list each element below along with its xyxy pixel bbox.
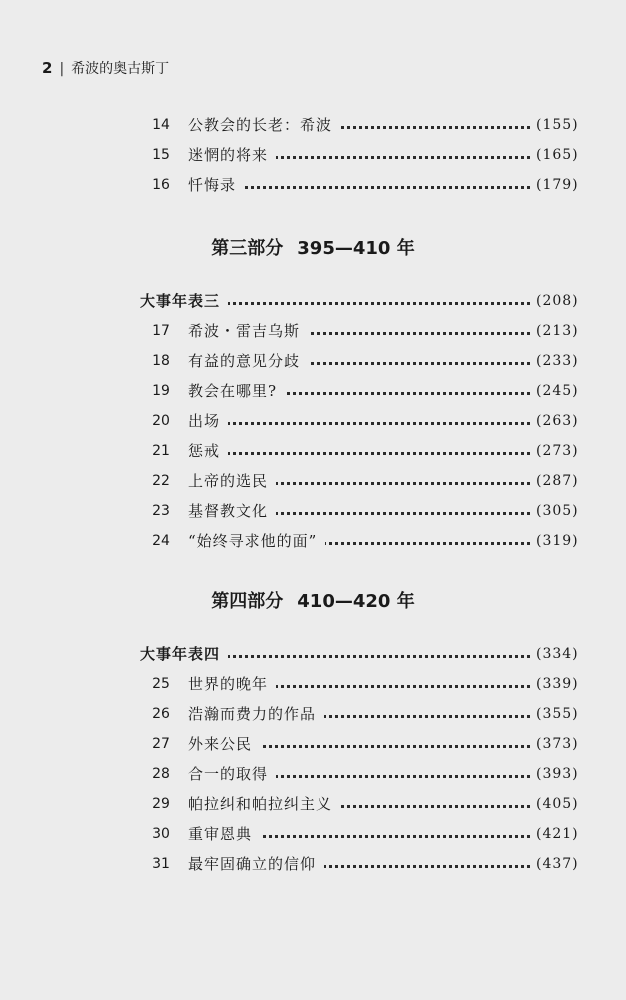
toc-entry[interactable] xyxy=(0,112,626,138)
page-reference: (273) xyxy=(536,443,579,459)
toc-entry[interactable] xyxy=(0,528,626,554)
leader-dots xyxy=(190,302,530,305)
chapter-title: 教会在哪里? xyxy=(188,378,285,404)
page-reference: (405) xyxy=(536,796,579,812)
chronology-entry[interactable] xyxy=(0,288,626,314)
chapter-number: 16 xyxy=(152,177,170,193)
page-reference: (245) xyxy=(536,383,579,399)
chapter-title: 希波・雷吉乌斯 xyxy=(188,318,308,344)
page-reference: (339) xyxy=(536,676,579,692)
page-reference: (233) xyxy=(536,353,579,369)
leader-dots xyxy=(190,452,530,455)
chapter-number: 26 xyxy=(152,706,170,722)
chapter-number: 25 xyxy=(152,676,170,692)
part-years: 410—420 年 xyxy=(297,591,415,612)
toc-entry[interactable] xyxy=(0,172,626,198)
toc-entry[interactable] xyxy=(0,851,626,877)
chapter-number: 15 xyxy=(152,147,170,163)
page-reference: (319) xyxy=(536,533,579,549)
page-reference: (373) xyxy=(536,736,579,752)
leader-dots xyxy=(190,655,530,658)
chapter-title: 忏悔录 xyxy=(188,172,244,198)
toc-entry[interactable] xyxy=(0,408,626,434)
page-reference: (355) xyxy=(536,706,579,722)
toc-entry[interactable] xyxy=(0,791,626,817)
page-reference: (208) xyxy=(536,293,579,309)
chapter-title: 外来公民 xyxy=(188,731,260,757)
header-separator: | xyxy=(59,61,65,77)
page-reference: (213) xyxy=(536,323,579,339)
page-reference: (155) xyxy=(536,117,579,133)
chapter-number: 28 xyxy=(152,766,170,782)
chapter-title: 出场 xyxy=(188,408,228,434)
part-label: 第三部分 xyxy=(211,238,284,259)
chapter-title: 迷惘的将来 xyxy=(188,142,276,168)
part-years: 395—410 年 xyxy=(297,238,415,259)
chapter-title: 世界的晚年 xyxy=(188,671,276,697)
chapter-number: 31 xyxy=(152,856,170,872)
chronology-entry[interactable] xyxy=(0,641,626,667)
toc-entry[interactable] xyxy=(0,378,626,404)
toc-entry[interactable] xyxy=(0,761,626,787)
chapter-number: 14 xyxy=(152,117,170,133)
chapter-title: 惩戒 xyxy=(188,438,228,464)
page-reference: (305) xyxy=(536,503,579,519)
chapter-title: 基督教文化 xyxy=(188,498,276,524)
chapter-number: 20 xyxy=(152,413,170,429)
page-reference: (179) xyxy=(536,177,579,193)
toc-entry[interactable] xyxy=(0,821,626,847)
page-reference: (393) xyxy=(536,766,579,782)
chapter-title: 浩瀚而费力的作品 xyxy=(188,701,324,727)
leader-dots xyxy=(190,422,530,425)
chapter-title: 最牢固确立的信仰 xyxy=(188,851,324,877)
page-reference: (437) xyxy=(536,856,579,872)
chapter-title: 帕拉纠和帕拉纠主义 xyxy=(188,791,340,817)
toc-entry[interactable] xyxy=(0,671,626,697)
toc-entry[interactable] xyxy=(0,701,626,727)
chapter-number: 22 xyxy=(152,473,170,489)
chronology-title: 大事年表四 xyxy=(140,641,228,667)
toc-entry[interactable] xyxy=(0,438,626,464)
chapter-number: 19 xyxy=(152,383,170,399)
part-heading xyxy=(0,234,626,260)
part-label: 第四部分 xyxy=(211,591,284,612)
chapter-number: 23 xyxy=(152,503,170,519)
toc-entry[interactable] xyxy=(0,731,626,757)
toc-entry[interactable] xyxy=(0,498,626,524)
page-reference: (421) xyxy=(536,826,579,842)
chapter-title: 公教会的长老：希波 xyxy=(188,112,340,138)
chapter-number: 24 xyxy=(152,533,170,549)
chapter-title: 有益的意见分歧 xyxy=(188,348,308,374)
chapter-number: 29 xyxy=(152,796,170,812)
chronology-title: 大事年表三 xyxy=(140,288,228,314)
page-number: 2 xyxy=(42,59,53,77)
chapter-number: 21 xyxy=(152,443,170,459)
chapter-number: 30 xyxy=(152,826,170,842)
part-heading xyxy=(0,587,626,613)
running-head xyxy=(42,58,169,78)
chapter-number: 18 xyxy=(152,353,170,369)
toc-entry[interactable] xyxy=(0,142,626,168)
page-reference: (287) xyxy=(536,473,579,489)
toc-entry[interactable] xyxy=(0,468,626,494)
chapter-title: 上帝的选民 xyxy=(188,468,276,494)
page-reference: (334) xyxy=(536,646,579,662)
chapter-title: 合一的取得 xyxy=(188,761,276,787)
page-reference: (263) xyxy=(536,413,579,429)
chapter-number: 27 xyxy=(152,736,170,752)
toc-entry[interactable] xyxy=(0,318,626,344)
book-title: 希波的奥古斯丁 xyxy=(71,61,170,77)
toc-entry[interactable] xyxy=(0,348,626,374)
chapter-title: “始终寻求他的面” xyxy=(188,528,325,554)
page-reference: (165) xyxy=(536,147,579,163)
chapter-number: 17 xyxy=(152,323,170,339)
chapter-title: 重审恩典 xyxy=(188,821,260,847)
